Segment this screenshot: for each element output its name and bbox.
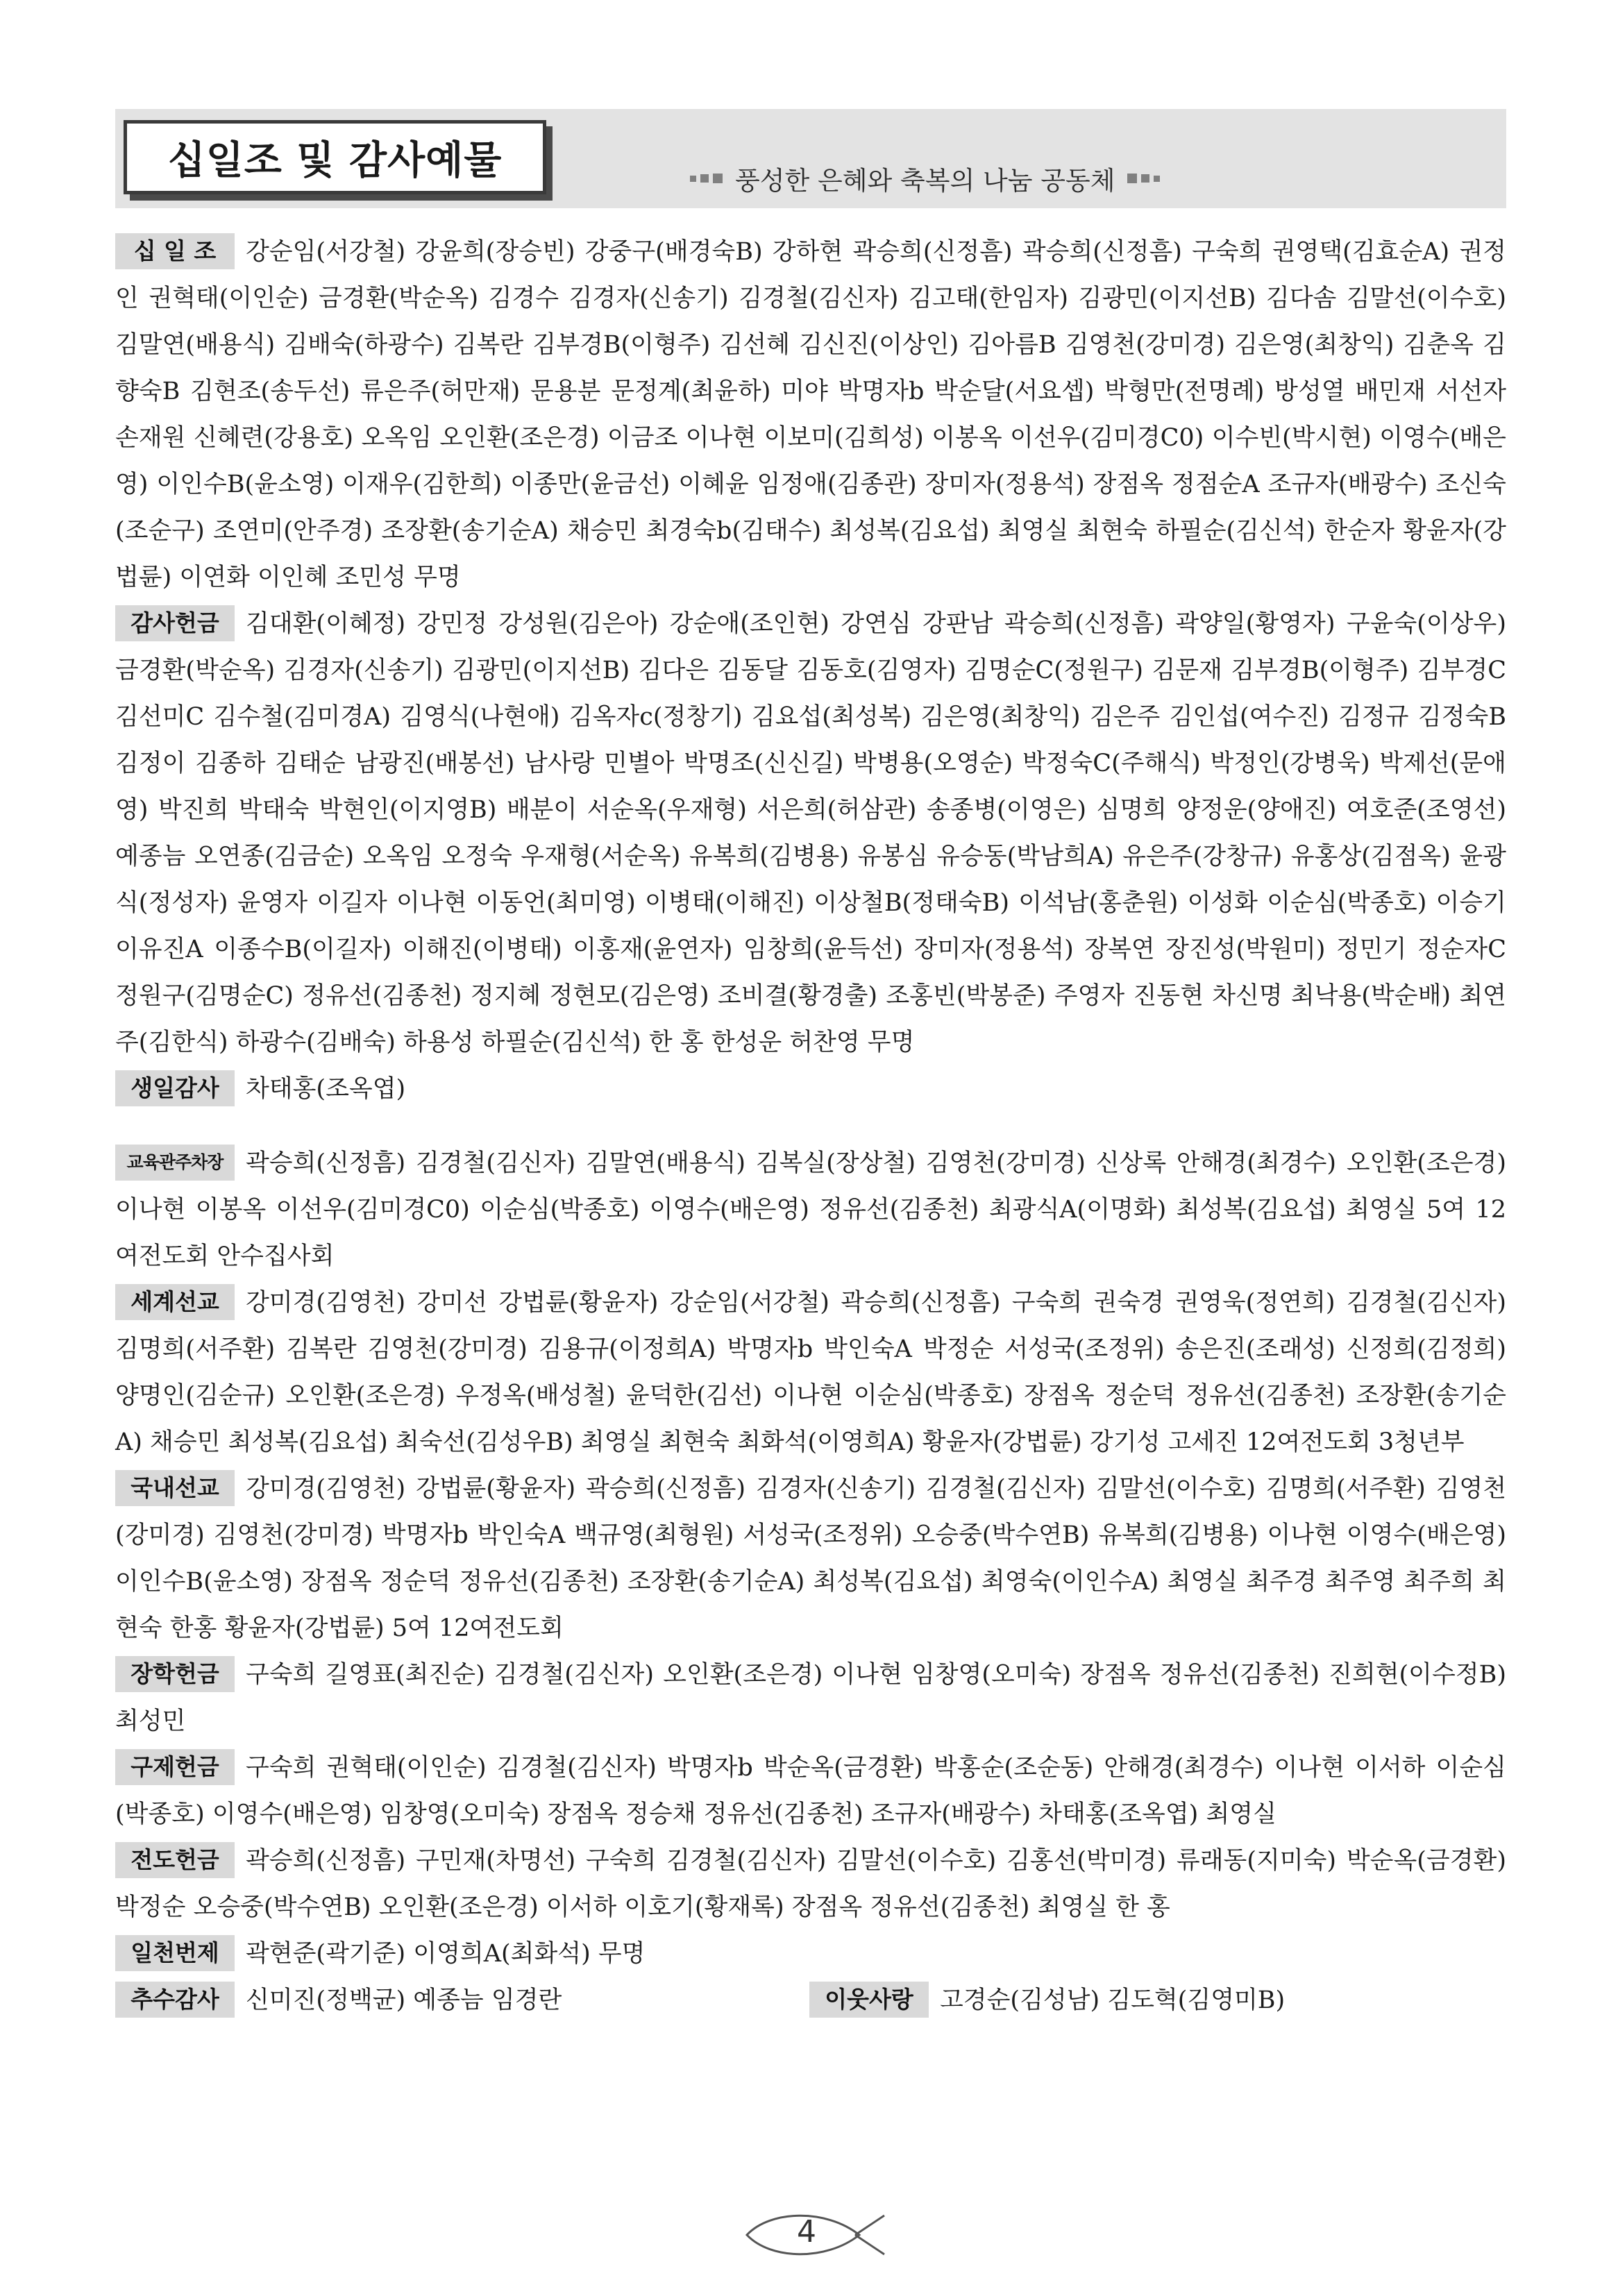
section-label: 교육관주차장 <box>115 1145 235 1181</box>
dots-left-icon <box>690 174 723 183</box>
section-names: 구숙희 길영표(최진순) 김경철(김신자) 오인환(조은경) 이나현 임창영(오미숙) 장점옥 정유선(김종천) 진희현(이수정B) 최성민 <box>115 1661 1506 1735</box>
title-box <box>124 120 546 194</box>
section-names: 구숙희 권혁태(이인순) 김경철(김신자) 박명자b 박순옥(금경환) 박홍순(조순동) 안해경(최경수) 이나현 이서하 이순심(박종호) 이영수(배은영) 임창영(오미숙) 장점옥 정승채 정유선(김종천) 조규자(배광수) 차태홍(조옥엽) 최영실 <box>115 1754 1506 1828</box>
subtitle-text: 풍성한 은혜와 축복의 나눔 공동체 <box>735 166 1115 196</box>
section-harvest <box>115 1977 809 2024</box>
section-parking <box>115 1140 1506 1280</box>
section-label: 전도헌금 <box>115 1842 235 1878</box>
section-names: 곽현준(곽기준) 이영희A(최화석) 무명 <box>246 1940 646 1968</box>
page-number: 4 <box>797 2214 816 2249</box>
section-tithe <box>115 229 1506 601</box>
section-label: 생일감사 <box>115 1070 235 1106</box>
section-label: 이웃사랑 <box>809 1982 929 2018</box>
section-label: 십 일 조 <box>115 233 235 269</box>
section-domestic-mission <box>115 1466 1506 1652</box>
dots-right-icon <box>1127 174 1160 183</box>
section-label: 장학헌금 <box>115 1656 235 1692</box>
section-label: 추수감사 <box>115 1982 235 2018</box>
section-label: 감사헌금 <box>115 605 235 641</box>
section-label: 국내선교 <box>115 1470 235 1506</box>
section-names: 차태홍(조옥엽) <box>246 1075 406 1103</box>
section-names: 강미경(김영천) 강법륜(황윤자) 곽승희(신정흠) 김경자(신송기) 김경철(김신자) 김말선(이수호) 김명희(서주환) 김영천(강미경) 김영천(강미경) 박명자b 박인숙A 백규영(최형원) 서성국(조정위) 오승중(박수연B) 유복희(김병용) 이나현 이영수(배은영) 이인수B(윤소영) 장점옥 정순덕 정유선(김종천) 조장환(송기순A) 최성복(김요섭) 최영숙(이인수A) 최영실 최주경 최주영 최주희 최현숙 한홍 황윤자(강법륜) 5여 12여전도회 <box>115 1475 1506 1642</box>
section-names: 강순임(서강철) 강윤희(장승빈) 강중구(배경숙B) 강하현 곽승희(신정흠) 곽승희(신정흠) 구숙희 권영택(김효순A) 권정인 권혁태(이인순) 금경환(박순옥) 김경수 김경자(신송기) 김경철(김신자) 김고태(한임자) 김광민(이지선B) 김다솜 김말선(이수호) 김말연(배용식) 김배숙(하광수) 김복란 김부경B(이형주) 김선혜 김신진(이상인) 김아름B 김영천(강미경) 김은영(최창익) 김춘옥 김향숙B 김현조(송두선) 류은주(허만재) 문용분 문정계(최윤하) 미야 박명자b 박순달(서요셉) 박형만(전명례) 방성열 배민재 서선자 손재원 신혜련(강용호) 오옥임 오인환(조은경) 이금조 이나현 이보미(김희성) 이봉옥 이선우(김미경C0) 이수빈(박시현) 이영수(배은영) 이인수B(윤소영) 이재우(김한희) 이종만(윤금선) 이혜윤 임정애(김종관) 장미자(정용석) 장점옥 정점순A 조규자(배광수) 조신숙(조순구) 조연미(안주경) 조장환(송기순A) 채승민 최경숙b(김태수) 최성복(김요섭) 최영실 최현숙 하필순(김신석) 한순자 황윤자(강법륜) 이연화 이인혜 조민성 무명 <box>115 238 1506 591</box>
section-neighbor-love <box>809 1977 1503 2024</box>
last-row <box>115 1977 1506 2024</box>
subtitle <box>690 154 1160 203</box>
section-scholarship <box>115 1652 1506 1745</box>
section-world-mission <box>115 1280 1506 1466</box>
section-birthday <box>115 1066 1506 1113</box>
section-names: 곽승희(신정흠) 김경철(김신자) 김말연(배용식) 김복실(장상철) 김영천(강미경) 신상록 안해경(최경수) 오인환(조은경) 이나현 이봉옥 이선우(김미경C0) 이순심(박종호) 이영수(배은영) 정유선(김종천) 최광식A(이명화) 최성복(김요섭) 최영실 5여 12여전도회 안수집사회 <box>115 1149 1506 1270</box>
section-names: 신미진(정백균) 예종늠 임경란 <box>246 1986 562 2014</box>
section-label: 일천번제 <box>115 1935 235 1971</box>
section-thanksgiving <box>115 601 1506 1066</box>
section-names: 김대환(이혜정) 강민정 강성원(김은아) 강순애(조인현) 강연심 강판남 곽승희(신정흠) 곽양일(황영자) 구윤숙(이상우) 금경환(박순옥) 김경자(신송기) 김광민(이지선B) 김다은 김동달 김동호(김영자) 김명순C(정원구) 김문재 김부경B(이형주) 김부경C 김선미C 김수철(김미경A) 김영식(나현애) 김옥자c(정창기) 김요섭(최성복) 김은영(최창익) 김은주 김인섭(여수진) 김정규 김정숙B 김정이 김종하 김태순 남광진(배봉선) 남사랑 민별아 박명조(신신길) 박병용(오영순) 박정숙C(주해식) 박정인(강병욱) 박제선(문애영) 박진희 박태숙 박현인(이지영B) 배분이 서순옥(우재형) 서은희(허삼관) 송종병(이영은) 심명희 양정운(양애진) 여호준(조영선) 예종늠 오연종(김금순) 오옥임 오정숙 우재형(서순옥) 유복희(김병용) 유봉심 유승동(박남희A) 유은주(강창규) 유홍상(김점옥) 윤광식(정성자) 윤영자 이길자 이나현 이동언(최미영) 이병태(이해진) 이상철B(정태숙B) 이석남(홍춘원) 이성화 이순심(박종호) 이승기 이유진A 이종수B(이길자) 이해진(이병태) 이홍재(윤연자) 임창희(윤득선) 장미자(정용석) 장복연 장진성(박원미) 정민기 정순자C 정원구(김명순C) 정유선(김종천) 정지혜 정현모(김은영) 조비결(황경출) 조홍빈(박봉준) 주영자 진동현 차신명 최낙용(박순배) 최연주(김한식) 하광수(김배숙) 하용성 하필순(김신석) 한 홍 한성운 허찬영 무명 <box>115 610 1506 1056</box>
offering-list <box>115 229 1506 2024</box>
page-title: 십일조 및 감사예물 <box>167 137 503 183</box>
section-label: 구제헌금 <box>115 1749 235 1785</box>
section-names: 곽승희(신정흠) 구민재(차명선) 구숙희 김경철(김신자) 김말선(이수호) 김홍선(박미경) 류래동(지미숙) 박순옥(금경환) 박정순 오승중(박수연B) 오인환(조은경) 이서하 이호기(황재록) 장점옥 정유선(김종천) 최영실 한 홍 <box>115 1847 1506 1921</box>
section-names: 강미경(김영천) 강미선 강법륜(황윤자) 강순임(서강철) 곽승희(신정흠) 구숙희 권숙경 권영욱(정연희) 김경철(김신자) 김명희(서주환) 김복란 김영천(강미경) 김용규(이정희A) 박명자b 박인숙A 박정순 서성국(조정위) 송은진(조래성) 신정희(김정희) 양명인(김순규) 오인환(조은경) 우정옥(배성철) 윤덕한(김선) 이나현 이순심(박종호) 장점옥 정순덕 정유선(김종천) 조장환(송기순A) 채승민 최성복(김요섭) 최숙선(김성우B) 최영실 최현숙 최화석(이영희A) 황윤자(강법륜) 강기성 고세진 12여전도회 3청년부 <box>115 1289 1506 1456</box>
spacer <box>115 1113 1506 1140</box>
section-thousand-offering <box>115 1931 1506 1977</box>
section-relief <box>115 1745 1506 1838</box>
page-number-badge <box>743 2207 888 2263</box>
section-label: 세계선교 <box>115 1284 235 1320</box>
section-names: 고경순(김성남) 김도혁(김영미B) <box>940 1986 1286 2014</box>
section-evangelism <box>115 1838 1506 1931</box>
